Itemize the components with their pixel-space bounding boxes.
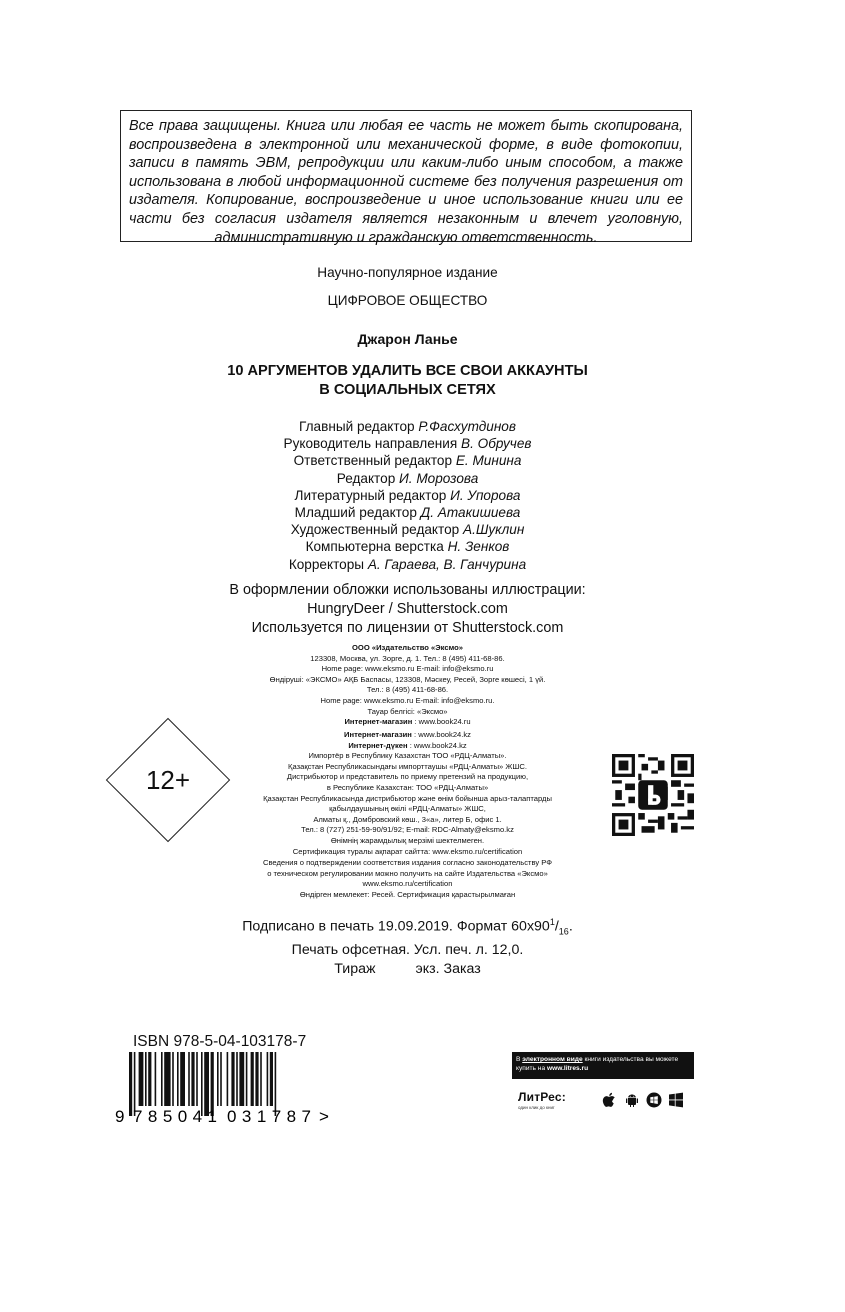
barcode-bar (246, 1052, 248, 1106)
barcode-bar (236, 1052, 238, 1106)
kazakhstan-info: Интернет-магазин : www.book24.kz Интернет-дүкен : www.book24.kz Импортёр в Республику Казахстан ТОО «РДЦ-Алматы». Қазақстан Республикасындағы импорттаушы «РДЦ-Алматы» ЖШС. Дистрибьютор и представитель по приему претензий на продукцию, в Республике Казахстан: ТОО «РДЦ-Алматы» Қазақстан Республикасында дистрибьютор және өнім бойынша арыз-талаптарды қабылдаушының өкілі «РДЦ-Алматы» ЖШС, Алматы қ., Домбровский көш., 3«а», литер Б, офис 1. Тел.: 8 (727) 251-59-90/91/92; E-mail: RDC-Almaty@eksmo.kz Өнімнің жарамдылық мерзімі шектелмеген. Сертификация туралы ақпарат сайтта: www.eksmo.ru/certification (263, 730, 552, 856)
litres-block (512, 1052, 694, 1120)
barcode-bar (177, 1052, 179, 1106)
series-name: ЦИФРОВОЕ ОБЩЕСТВО (327, 293, 488, 308)
editor-row: Руководитель направления В. Обручев (283, 436, 532, 452)
editor-row: Компьютерна верстка Н. Зенков (305, 539, 510, 555)
barcode-bar (217, 1052, 219, 1106)
editors-list (0, 418, 815, 573)
barcode-bar (251, 1052, 254, 1106)
barcode-bar (227, 1052, 229, 1106)
windows-phone-icon (646, 1092, 662, 1108)
barcode-bar (220, 1052, 222, 1106)
barcode-bar (161, 1052, 163, 1106)
qr-code (612, 754, 694, 836)
barcode-bar (270, 1052, 273, 1106)
barcode-bar (231, 1052, 234, 1106)
age-rating-label: 12+ (145, 764, 191, 795)
barcode-bar (239, 1052, 244, 1106)
editor-row: Главный редактор Р.Фасхутдинов (299, 419, 516, 434)
litres-tagline: один клик до книг (518, 1105, 555, 1110)
illustrations-credit: В оформлении обложки использованы иллюстрации: HungryDeer / Shutterstock.com Используется по лицензии от Shutterstock.com (229, 582, 586, 636)
barcode-bar (196, 1052, 198, 1106)
edition-type: Научно-популярное издание (317, 265, 498, 280)
editor-row: Корректоры А. Гараева, В. Ганчурина (288, 556, 527, 572)
barcode-digit-end: > (319, 1107, 329, 1124)
apple-icon (602, 1092, 618, 1108)
litres-logo: ЛитРес: (518, 1090, 566, 1104)
android-icon (624, 1092, 640, 1108)
author-name: Джарон Ланье (357, 331, 458, 347)
barcode-bar (255, 1052, 258, 1106)
isbn-number: ISBN 978-5-04-103178-7 (133, 1033, 307, 1050)
editor-row: Ответственный редактор Е. Минина (293, 453, 522, 469)
book-title-line1: 10 АРГУМЕНТОВ УДАЛИТЬ ВСЕ СВОИ АККАУНТЫ (227, 363, 588, 379)
litres-banner: В электронном виде книги издательства вы можете купить на www.litres.ru (512, 1052, 694, 1079)
book-title-line2: В СОЦИАЛЬНЫХ СЕТЯХ (319, 382, 496, 398)
barcode-bar (172, 1052, 174, 1106)
editor-row: Литературный редактор И. Упорова (294, 487, 521, 503)
publisher-info: ООО «Издательство «Эксмо» 123308, Москва, ул. Зорге, д. 1. Тел.: 8 (495) 411-68-86. Home page: www.eksmo.ru E-mail: info@eksmo.ru Өндіруші: «ЭКСМО» АҚБ Баспасы, 123308, Мәскеу, Ресей, Зорге көшесі, 1 үй. Тел.: 8 (495) 411-68-86. Home page: www.eksmo.ru E-mail: info@eksmo.ru. Тауар белгісі: «Эксмо» Интернет-магазин : www.book24.ru (269, 643, 546, 727)
barcode-bar (260, 1052, 262, 1106)
barcode-digit-first: 9 (115, 1107, 125, 1124)
barcode-bar (129, 1052, 132, 1116)
editor-row: Младший редактор Д. Атакишиева (294, 505, 521, 521)
isbn-barcode (113, 1052, 345, 1124)
barcode-bar (139, 1052, 144, 1106)
certification-info: Сведения о подтверждении соответствия издания согласно законодательству РФ о техническом регулировании можно получить на сайте Издательства «Эксмо» www.eksmo.ru/certification Өндірген мемлекет: Ресей. Сертификация қарастырылмаған (262, 858, 553, 899)
editor-row: Художественный редактор А.Шуклин (290, 522, 525, 538)
editor-row: Редактор И. Морозова (336, 470, 479, 486)
windows-icon (668, 1092, 684, 1108)
barcode-bar (145, 1052, 147, 1106)
barcode-bar (180, 1052, 185, 1106)
barcode-bar (188, 1052, 190, 1106)
barcode-digits-right: 031787 (227, 1107, 311, 1124)
barcode-bar (267, 1052, 269, 1106)
barcode-digits-left: 785041 (133, 1107, 217, 1124)
barcode-bar (191, 1052, 194, 1106)
barcode-bar (148, 1052, 151, 1106)
barcode-bar (155, 1052, 157, 1106)
print-info: Подписано в печать 19.09.2019. Формат $60x90^1/_{16}$. Печать офсетная. Усл. печ. л. 12,0. Тираж экз. Заказ (242, 917, 573, 978)
barcode-bar (164, 1052, 170, 1106)
book-title (0, 362, 815, 400)
copyright-notice: Все права защищены. Книга или любая ее часть не может быть скопирована, воспроизведена в электронной или механической форме, в виде фотокопии, записи в память ЭВМ, репродукции или каким-либо иным способом, а также использована в любой информационной системе без получения разрешения от издателя. Копирование, воспроизведение и иное использование книги или ее части без согласия издателя является незаконным и влечет уголовную, административную и гражданскую ответственность. (120, 110, 692, 242)
